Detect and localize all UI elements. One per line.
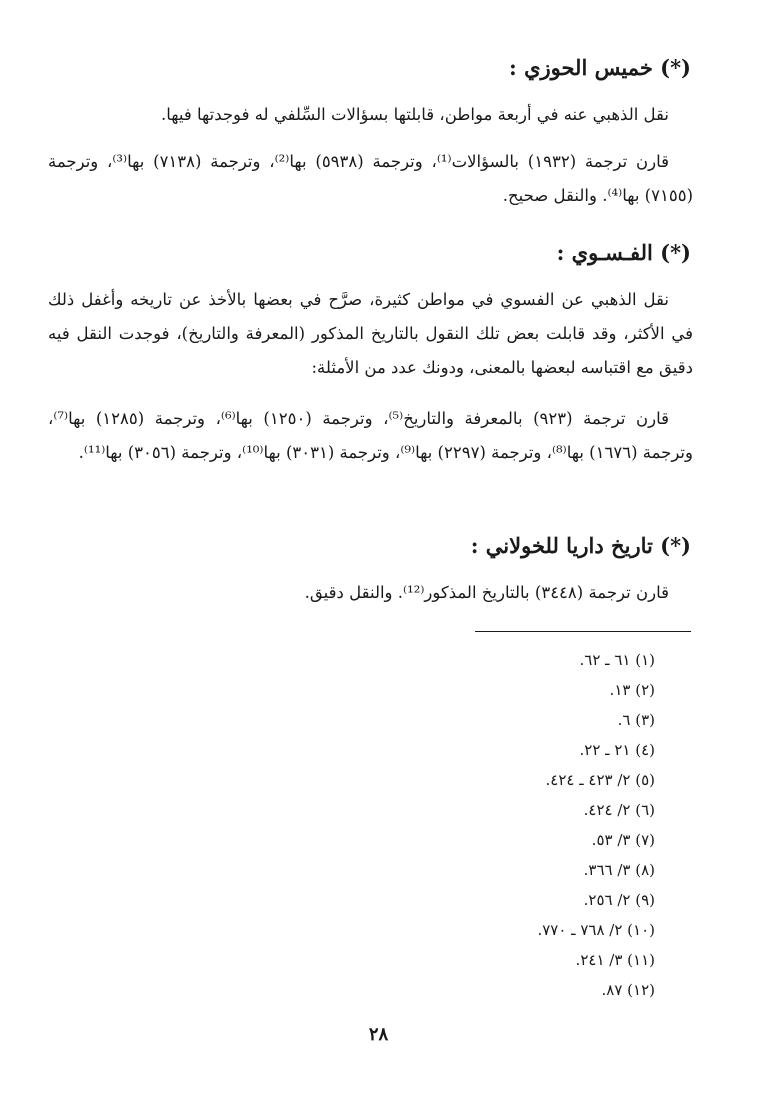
paragraph-text: قارن ترجمة (١٩٣٢) بالسؤالات⁽¹⁾، وترجمة (٥٩٣٨) بها⁽²⁾، وترجمة (٧١٣٨) بها⁽³⁾، وترجمة (٧١٥٥) بها⁽⁴⁾. والنقل صحيح. <box>48 152 693 205</box>
footnotes-list <box>537 645 655 1005</box>
footnote-separator <box>475 631 691 632</box>
footnote-item: (٦) ٢/ ٤٢٤. <box>583 801 655 819</box>
paragraph <box>48 283 693 385</box>
footnote-item: (١٢) ٨٧. <box>601 981 655 999</box>
paragraph <box>48 402 693 470</box>
footnote-item: (٧) ٣/ ٥٣. <box>591 831 655 849</box>
footnote-item: (٩) ٢/ ٢٥٦. <box>583 891 655 909</box>
paragraph-text: نقل الذهبي عن الفسوي في مواطن كثيرة، صرَّح في بعضها بالأخذ عن تاريخه وأغفل ذلك في الأكثر، وقد قابلت بعض تلك النقول بالتاريخ المذكور (المعرفة والتاريخ)، فوجدت النقل فيه دقيق مع اقتباسه لبعضها بالمعنى، ودونك عدد من الأمثلة: <box>48 290 693 377</box>
paragraph-text: قارن ترجمة (٣٤٤٨) بالتاريخ المذكور⁽¹²⁾. والنقل دقيق. <box>304 583 669 602</box>
section-heading-tarikh-darayya: (*) تاريخ داريا للخولاني : <box>470 533 691 558</box>
footnote-item: (١) ٦١ ـ ٦٢. <box>579 651 655 669</box>
paragraph <box>48 145 693 213</box>
footnote-item: (١٠) ٢/ ٧٦٨ ـ ٧٧٠. <box>537 921 655 939</box>
footnote-item: (٨) ٣/ ٣٦٦. <box>583 861 655 879</box>
paragraph-text: نقل الذهبي عنه في أربعة مواطن، قابلتها بسؤالات السِّلفي له فوجدتها فيها. <box>160 105 669 124</box>
footnote-item: (٥) ٢/ ٤٢٣ ـ ٤٢٤. <box>545 771 655 789</box>
paragraph <box>48 576 693 610</box>
footnote-item: (٤) ٢١ ـ ٢٢. <box>579 741 655 759</box>
footnote-item: (١١) ٣/ ٢٤١. <box>575 951 655 969</box>
paragraph <box>48 98 693 132</box>
footnote-item: (٢) ١٣. <box>609 681 655 699</box>
page-number: ٢٨ <box>368 1024 389 1045</box>
section-heading-alfasawi: (*) الفـسـوي : <box>556 240 691 265</box>
footnote-item: (٣) ٦. <box>617 711 655 729</box>
paragraph-text: قارن ترجمة (٩٢٣) بالمعرفة والتاريخ⁽⁵⁾، وترجمة (١٢٥٠) بها⁽⁶⁾، وترجمة (١٢٨٥) بها⁽⁷⁾، وترجمة (١٦٧٦) بها⁽⁸⁾، وترجمة (٢٢٩٧) بها⁽⁹⁾، وترجمة (٣٠٣١) بها⁽¹⁰⁾، وترجمة (٣٠٥٦) بها⁽¹¹⁾. <box>48 409 693 462</box>
section-heading-khamis-alhawzi: (*) خميس الحوزي : <box>509 55 691 80</box>
